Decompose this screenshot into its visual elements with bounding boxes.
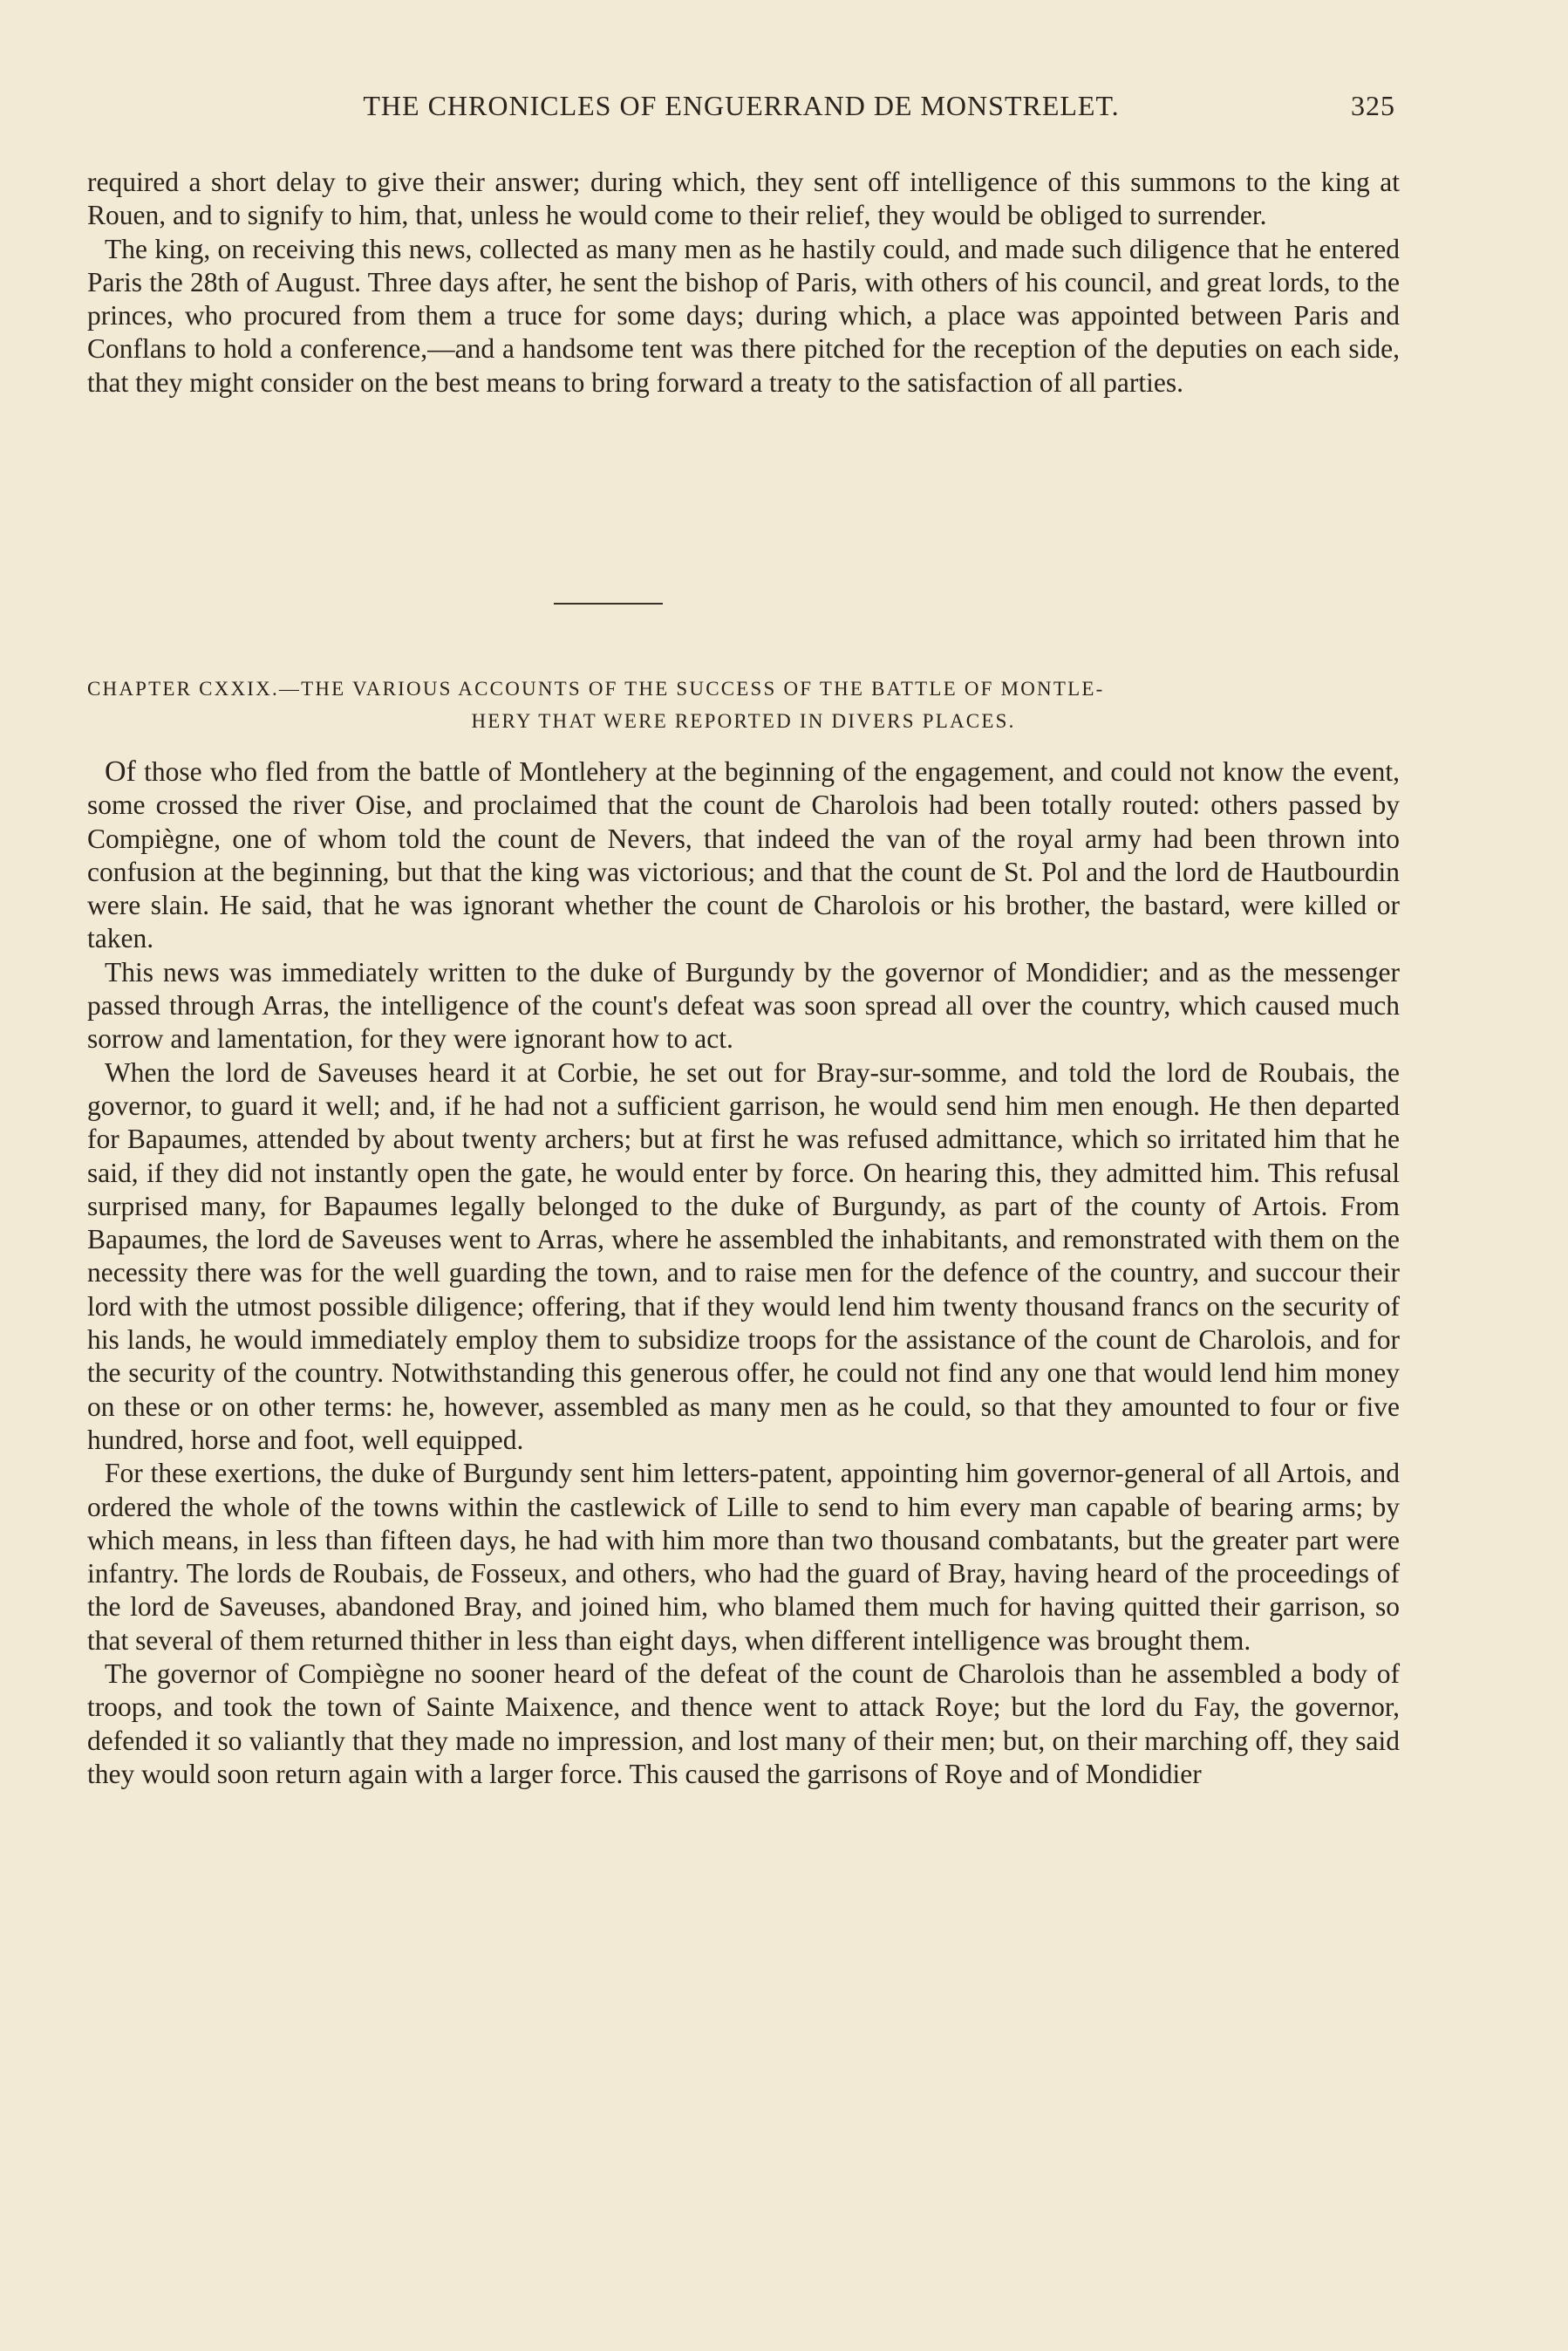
page-number: 325 bbox=[1351, 90, 1395, 121]
paragraph-news-burgundy: This news was immediately written to the duke of Burgundy by the governor of Mondidier; and as the messenger passed through Arras, the intelligence of the count's defeat was soon spread all over the country, which caused much sorrow and lamentation, for they were ignorant how to act. bbox=[87, 956, 1400, 1055]
paragraph-king-news: The king, on receiving this news, collected as many men as he hastily could, and made such diligence that he entered Paris the 28th of August. Three days after, he sent the bishop of Paris, with others of his council, and great lords, to the princes, who procured from them a truce for some days; during which, a place was appointed between Paris and Conflans to hold a conference,—and a handsome tent was there pitched for the reception of the deputies on each side, that they might consider on the best means to bring forward a treaty to the satisfaction of all parties. bbox=[87, 233, 1400, 398]
paragraph-montlehery-text: those who fled from the battle of Montlehery at the beginning of the engagement, and could not know the event, some crossed the river Oise, and proclaimed that the count de Charolois had been totally routed: others passed by Compiègne, one of whom told the count de Nevers, that indeed the van of the royal army had been thrown into confusion at the beginning, but that the king was victorious; and that the count de St. Pol and the lord de Hautbourdin were slain. He said, that he was ignorant whether the count de Charolois or his brother, the bastard, were killed or taken. bbox=[87, 756, 1400, 954]
running-title: THE CHRONICLES OF ENGUERRAND DE MONSTRELET. bbox=[363, 90, 1120, 121]
chapter-body bbox=[87, 755, 1400, 1791]
paragraph-montlehery bbox=[87, 755, 1400, 956]
initial-capital: Of bbox=[105, 755, 136, 788]
running-head bbox=[87, 90, 1395, 125]
chapter-heading bbox=[87, 673, 1400, 737]
chapter-heading-line-1: CHAPTER CXXIX.—THE VARIOUS ACCOUNTS OF THE SUCCESS OF THE BATTLE OF MONTLE- bbox=[87, 678, 1105, 700]
paragraph-saveuses: When the lord de Saveuses heard it at Corbie, he set out for Bray-sur-somme, and told the lord de Roubais, the governor, to guard it well; and, if he had not a sufficient garrison, he would send him men enough. He then departed for Bapaumes, attended by about twenty archers; but at first he was refused admittance, which so irritated him that he said, if they did not instantly open the gate, he would enter by force. On hearing this, they admitted him. This refusal surprised many, for Bapaumes legally belonged to the duke of Burgundy, as part of the county of Artois. From Bapaumes, the lord de Saveuses went to Arras, where he assembled the inhabitants, and remonstrated with them on the necessity there was for the well guarding the town, and to raise men for the defence of the country, and succour their lord with the utmost possible diligence; offering, that if they would lend him twenty thousand francs on the security of his lands, he would immediately employ them to subsidize troops for the assistance of the count de Charolois, and for the security of the country. Notwithstanding this generous offer, he could not find any one that would lend him money on these or on other terms: he, however, assembled as many men as he could, so that they amounted to four or five hundred, horse and foot, well equipped. bbox=[87, 1056, 1400, 1455]
chapter-heading-line-2: HERY THAT WERE REPORTED IN DIVERS PLACES. bbox=[471, 710, 1016, 732]
continued-text bbox=[87, 166, 1400, 400]
paragraph-compiegne: The governor of Compiègne no sooner heard of the defeat of the count de Charolois than he assembled a body of troops, and took the town of Sainte Maixence, and thence went to attack Roye; but the lord du Fay, the governor, defended it so valiantly that they made no impression, and lost many of their men; but, on their marching off, they said they would soon return again with a larger force. This caused the garrisons of Roye and of Mondidier bbox=[87, 1658, 1400, 1789]
section-divider bbox=[554, 603, 663, 605]
paragraph-continued: required a short delay to give their answer; during which, they sent off intelligence of this summons to the king at Rouen, and to signify to him, that, unless he would come to their relief, they would be obliged to surrender. bbox=[87, 167, 1400, 231]
paragraph-exertions: For these exertions, the duke of Burgundy sent him letters-patent, appointing him governor-general of all Artois, and ordered the whole of the towns within the castlewick of Lille to send to him every man capable of bearing arms; by which means, in less than fifteen days, he had with him more than two thousand combatants, but the greater part were infantry. The lords de Roubais, de Fosseux, and others, who had the guard of Bray, having heard of the proceedings of the lord de Saveuses, abandoned Bray, and joined him, who blamed them much for having quitted their garrison, so that several of them returned thither in less than eight days, when different intelligence was brought them. bbox=[87, 1458, 1400, 1656]
